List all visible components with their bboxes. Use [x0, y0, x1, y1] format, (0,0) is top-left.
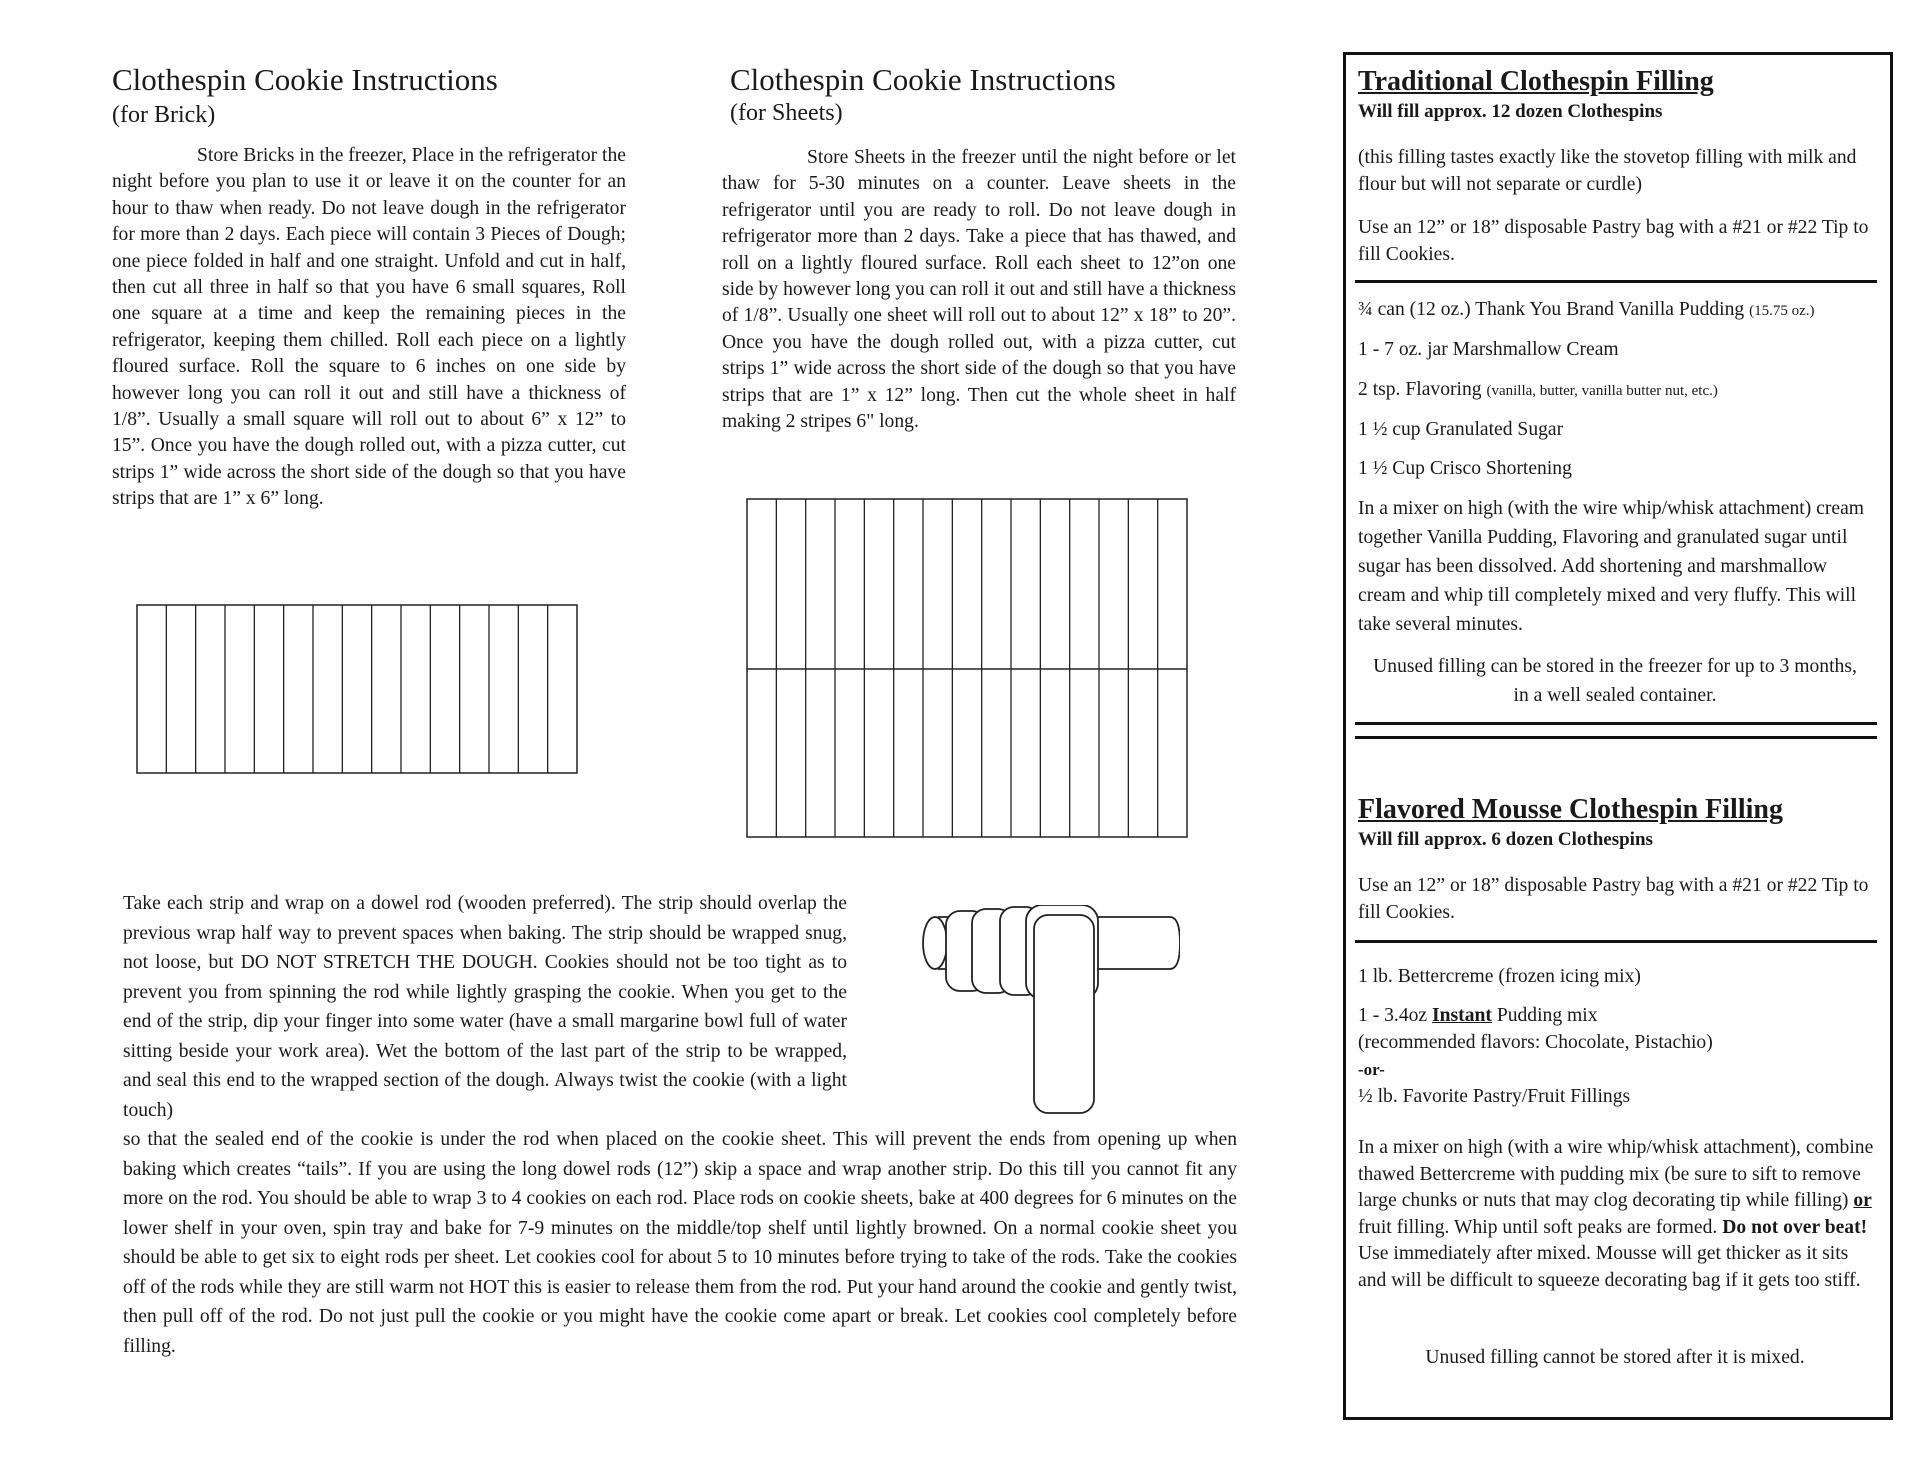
ingredient-2-pre: 1 - 3.4oz — [1358, 1005, 1433, 1026]
divider-4 — [1355, 940, 1877, 943]
traditional-ingredient-4: 1 ½ cup Granulated Sugar — [1358, 419, 1564, 440]
mousse-title: Flavored Mousse Clothespin Filling — [1358, 794, 1783, 825]
traditional-title: Traditional Clothespin Filling — [1358, 66, 1714, 97]
do-not-over-beat: Do not over beat! — [1722, 1216, 1868, 1238]
dowel-rod-end — [923, 917, 947, 969]
brick-subtitle: (for Brick) — [112, 102, 216, 128]
ingredient-3: ½ lb. Favorite Pastry/Fruit Fillings — [1358, 1086, 1631, 1107]
traditional-method: In a mixer on high (with the wire whip/whisk attachment) cream together Vanilla Pudding, Flavoring and granulated sugar until sugar has been dissolved. Add shortening and marshmallow cream and whip till completely mixed and very fluffy. This will take several minutes. — [1358, 498, 1865, 635]
method-c: Use immediately after mixed. Mousse will get thicker as it sits and will be difficult to squeeze decorating bag if it gets too stiff. — [1358, 1243, 1861, 1291]
traditional-yield: Will fill approx. 12 dozen Clothespins — [1358, 101, 1663, 122]
wrap-instructions-top — [123, 889, 847, 1125]
brick-dough-outline — [137, 605, 577, 773]
traditional-pastry-bag: Use an 12” or 18” disposable Pastry bag with a #21 or #22 Tip to fill Cookies. — [1358, 217, 1869, 265]
brick-body: Store Bricks in the freezer, Place in the refrigerator the night before you plan to use it or leave it on the counter for an hour to thaw when ready. Do not leave dough in the refrigerator for more than 2 days. Each piece will contain 3 Pieces of Dough; one piece folded in half and one straight. Unfold and cut in half, then cut all three in half so that you have 6 small squares, Roll one square at a time and keep the remaining pieces in the refrigerator, keeping them chilled. Roll each piece on a lightly floured surface. Roll the square to 6 inches on one side by however long you can roll it out and still have a thickness of 1/8”. Usually a small square will roll out to about 6” x 12” to 15”. Once you have the dough rolled out, with a pizza cutter, cut strips 1” wide across the short side of the dough so that you have strips that are 1” x 6” long. — [112, 145, 626, 510]
method-a: In a mixer on high (with a wire whip/whisk attachment), combine thawed Bettercreme with pudding mix (be sure to sift to remove large chunks or nuts that may clog decorating tip while filling) — [1358, 1137, 1874, 1211]
ingredient-1-note: (15.75 oz.) — [1749, 303, 1815, 319]
sheets-instructions — [722, 145, 1236, 435]
ingredient-1-text: ¾ can (12 oz.) Thank You Brand Vanilla Pudding — [1358, 299, 1745, 320]
divider-1 — [1355, 280, 1877, 283]
mousse-yield: Will fill approx. 6 dozen Clothespins — [1358, 829, 1653, 850]
traditional-ingredient-1 — [1358, 296, 1878, 325]
traditional-storage: Unused filling can be stored in the freezer for up to 3 months, in a well sealed container. — [1373, 656, 1857, 706]
traditional-ingredient-2: 1 - 7 oz. jar Marshmallow Cream — [1358, 339, 1619, 360]
divider-2 — [1355, 722, 1877, 725]
wrap-instructions-bottom — [123, 1125, 1237, 1361]
brick-strip-lines — [166, 605, 547, 773]
sheets-subtitle: (for Sheets) — [730, 100, 843, 126]
method-b: fruit filling. Whip until soft peaks are formed. — [1358, 1216, 1723, 1238]
traditional-ingredient-3 — [1358, 376, 1878, 405]
sheet-dough-outline — [747, 499, 1187, 837]
sheets-title: Clothespin Cookie Instructions — [730, 62, 1116, 97]
traditional-ingredient-5: 1 ½ Cup Crisco Shortening — [1358, 458, 1572, 479]
ingredient-3-text: 2 tsp. Flavoring — [1358, 379, 1482, 400]
dough-strip-hanging — [1034, 915, 1094, 1113]
ingredient-2-post: Pudding mix — [1491, 1005, 1598, 1026]
mousse-pastry-bag: Use an 12” or 18” disposable Pastry bag with a #21 or #22 Tip to fill Cookies. — [1358, 875, 1869, 923]
wrap-body-bottom: so that the sealed end of the cookie is under the rod when placed on the cookie sheet. This will prevent the ends from opening up when baking which creates “tails”. If you are using the long dowel rods (12”) skip a space and wrap another strip. Do this till you cannot fit any more on the rod. You should be able to wrap 3 to 4 cookies on each rod. Place rods on cookie sheets, bake at 400 degrees for 6 minutes on the lower shelf in your oven, spin tray and bake for 7-9 minutes on the middle/top shelf until lightly browned. On a normal cookie sheet you should be able to get six to eight rods per sheet. Let cookies cool for about 5 to 10 minutes before trying to take of the rods. Take the cookies off of the rods while they are still warm not HOT this is easier to release them from the rod. Put your hand around the cookie and gently twist, then pull off of the rod. Do not just pull the cookie or you might have the cookie come apart or break. Let cookies cool completely before filling. — [123, 1129, 1237, 1357]
sheets-body: Store Sheets in the freezer until the night before or let thaw for 5-30 minutes on a counter. Leave sheets in the refrigerator until you are ready to roll. Do not leave dough in refrigerator more than 2 days. Take a piece that has thawed, and roll on a lightly floured surface. Roll each sheet to 12”on one side by however long you can roll it out and still have a thickness of 1/8”. Usually one sheet will roll out to about 12” x 18” to 20”. Once you have the dough rolled out, with a pizza cutter, cut strips 1” wide across the short side of the dough so that you have strips that are 1” x 12” long. Then cut the whole sheet in half making 2 stripes 6" long. — [722, 147, 1236, 433]
divider-3 — [1355, 736, 1877, 739]
traditional-note: (this filling tastes exactly like the stovetop filling with milk and flour but will not separate or curdle) — [1358, 147, 1857, 195]
wrap-body-top: Take each strip and wrap on a dowel rod (wooden preferred). The strip should overlap the previous wrap half way to prevent spaces when baking. The strip should be wrapped snug, not loose, but DO NOT STRETCH THE DOUGH. Cookies should not be too tight as to prevent you from spinning the rod while lightly grasping the cookie. When you get to the end of the strip, dip your finger into some water (have a small margarine bowl full of water sitting beside your work area). Wet the bottom of the last part of the strip to be wrapped, and seal this end to the wrapped section of the dough. Always twist the cookie (with a light touch) — [123, 893, 847, 1121]
sheet-strip-lines — [776, 499, 1157, 837]
method-or: or — [1853, 1190, 1872, 1211]
dowel-rod-illustration — [908, 905, 1180, 1115]
ingredient-3-note: (vanilla, butter, vanilla butter nut, etc.) — [1486, 383, 1718, 399]
ingredient-2-flavors: (recommended flavors: Chocolate, Pistachio) — [1358, 1032, 1713, 1053]
instant-label: Instant — [1432, 1005, 1492, 1026]
mousse-ingredient-1: 1 lb. Bettercreme (frozen icing mix) — [1358, 966, 1641, 987]
or-label: -or- — [1358, 1060, 1385, 1079]
mousse-method — [1358, 1135, 1878, 1294]
brick-title: Clothespin Cookie Instructions — [112, 62, 498, 97]
brick-strip-diagram — [136, 604, 580, 776]
sheet-strip-diagram — [746, 498, 1190, 840]
brick-instructions — [112, 143, 626, 513]
mousse-storage: Unused filling cannot be stored after it is mixed. — [1425, 1347, 1805, 1368]
mousse-ingredient-2 — [1358, 1002, 1874, 1110]
